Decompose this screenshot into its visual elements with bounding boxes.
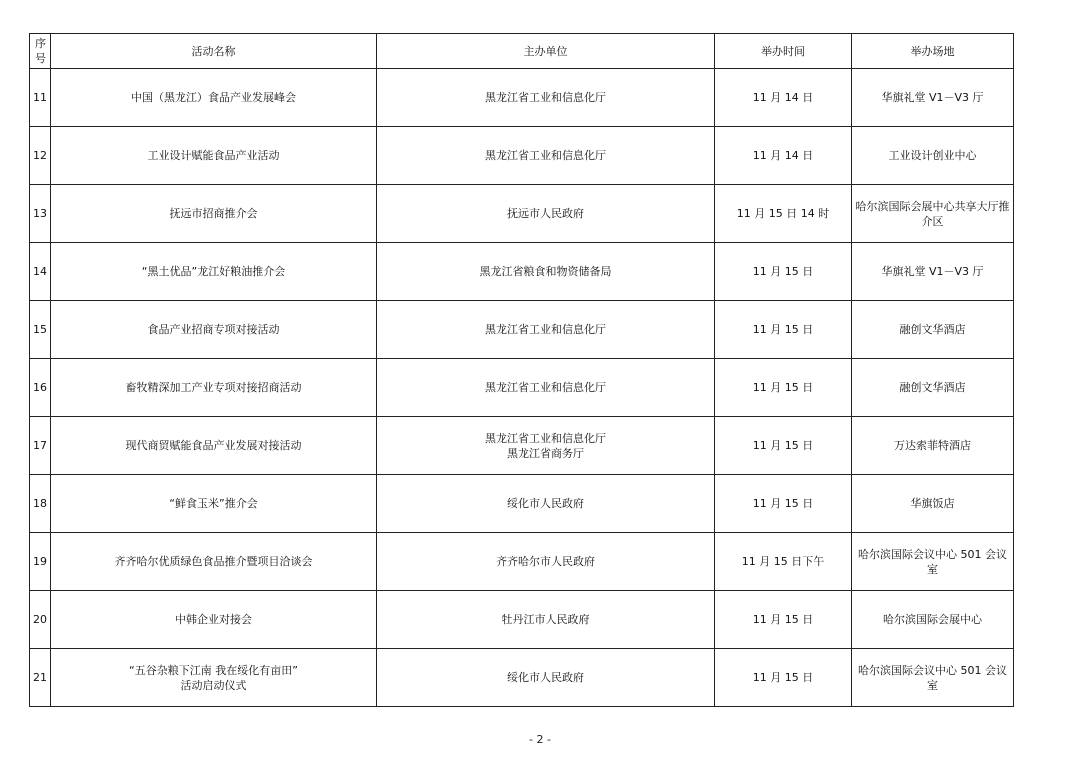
cell-text-line: 融创文华酒店 — [899, 323, 966, 336]
table-row — [30, 649, 1014, 707]
cell-time: 11 月 15 日 — [715, 475, 852, 533]
cell-venue — [852, 475, 1014, 533]
cell-seq: 21 — [30, 649, 51, 707]
table-row — [30, 475, 1014, 533]
table-row — [30, 243, 1014, 301]
cell-seq: 18 — [30, 475, 51, 533]
cell-activity-name — [51, 591, 377, 649]
cell-text-line: 华旗礼堂 V1－V3 厅 — [881, 91, 984, 104]
table-header-row — [30, 34, 1014, 69]
table-row — [30, 185, 1014, 243]
cell-organizer — [377, 649, 715, 707]
cell-organizer — [377, 243, 715, 301]
cell-activity-name — [51, 359, 377, 417]
table-row — [30, 127, 1014, 185]
cell-text-line: 中韩企业对接会 — [175, 613, 252, 626]
cell-text-line: 中国（黑龙江）食品产业发展峰会 — [131, 91, 296, 104]
cell-activity-name — [51, 243, 377, 301]
page-number: - 2 - — [529, 733, 551, 746]
cell-text-line: “五谷杂粮下江南 我在绥化有亩田” — [129, 663, 298, 677]
cell-organizer — [377, 301, 715, 359]
cell-text-line: 哈尔滨国际会展中心 — [883, 613, 982, 626]
cell-text-line: 抚远市人民政府 — [507, 207, 584, 220]
header-time: 举办时间 — [715, 34, 852, 69]
table-row — [30, 533, 1014, 591]
cell-text-line: 哈尔滨国际会议中心 501 会议室 — [858, 547, 1007, 576]
cell-venue — [852, 649, 1014, 707]
table-row — [30, 591, 1014, 649]
table-row — [30, 69, 1014, 127]
cell-text-line: 万达索菲特酒店 — [894, 439, 971, 452]
cell-seq: 14 — [30, 243, 51, 301]
cell-text-line: 工业设计赋能食品产业活动 — [147, 149, 280, 162]
cell-seq: 20 — [30, 591, 51, 649]
cell-text-line: “黑土优品”龙江好粮油推介会 — [141, 265, 286, 278]
cell-time: 11 月 15 日 14 时 — [715, 185, 852, 243]
cell-organizer — [377, 127, 715, 185]
cell-venue — [852, 301, 1014, 359]
cell-text-line: 工业设计创业中心 — [888, 149, 977, 162]
cell-text-line: 黑龙江省工业和信息化厅 — [485, 323, 606, 336]
cell-text-line: 黑龙江省商务厅 — [507, 446, 584, 460]
cell-organizer — [377, 417, 715, 475]
cell-venue — [852, 127, 1014, 185]
cell-text-line: 融创文华酒店 — [899, 381, 966, 394]
cell-text-line: 黑龙江省工业和信息化厅 — [485, 149, 606, 162]
cell-organizer — [377, 359, 715, 417]
cell-text-line: 哈尔滨国际会议中心 501 会议室 — [858, 663, 1007, 692]
header-seq-char-1: 序 — [35, 37, 46, 50]
table-body — [30, 69, 1014, 707]
cell-seq: 16 — [30, 359, 51, 417]
cell-venue — [852, 243, 1014, 301]
cell-text-line: 抚远市招商推介会 — [169, 207, 258, 220]
table-row — [30, 359, 1014, 417]
cell-text-line: 绥化市人民政府 — [507, 497, 584, 510]
cell-organizer — [377, 475, 715, 533]
cell-text-line: 黑龙江省粮食和物资储备局 — [479, 265, 612, 278]
header-venue: 举办场地 — [852, 34, 1014, 69]
cell-text-line: 黑龙江省工业和信息化厅 — [485, 381, 606, 394]
cell-time: 11 月 15 日 — [715, 649, 852, 707]
cell-time: 11 月 14 日 — [715, 69, 852, 127]
cell-activity-name — [51, 533, 377, 591]
cell-time: 11 月 15 日 — [715, 417, 852, 475]
cell-text-line: 哈尔滨国际会展中心共享大厅推 — [855, 199, 1010, 213]
cell-organizer — [377, 69, 715, 127]
cell-text-line: 食品产业招商专项对接活动 — [147, 323, 280, 336]
cell-venue — [852, 185, 1014, 243]
cell-venue — [852, 359, 1014, 417]
cell-organizer — [377, 185, 715, 243]
cell-venue — [852, 417, 1014, 475]
cell-seq: 15 — [30, 301, 51, 359]
cell-seq: 11 — [30, 69, 51, 127]
header-seq-char-2: 号 — [35, 52, 46, 65]
cell-text-line: 绥化市人民政府 — [507, 671, 584, 684]
cell-seq: 19 — [30, 533, 51, 591]
cell-text-line: “鲜食玉米”推介会 — [169, 497, 258, 510]
cell-venue — [852, 591, 1014, 649]
cell-activity-name — [51, 417, 377, 475]
cell-text-line: 齐齐哈尔市人民政府 — [496, 555, 595, 568]
cell-activity-name — [51, 69, 377, 127]
cell-text-line: 介区 — [921, 214, 944, 228]
cell-time: 11 月 15 日 — [715, 243, 852, 301]
activity-schedule-table — [29, 33, 1014, 707]
cell-venue — [852, 533, 1014, 591]
header-seq — [30, 34, 51, 69]
cell-text-line: 现代商贸赋能食品产业发展对接活动 — [125, 439, 302, 452]
header-activity-name: 活动名称 — [51, 34, 377, 69]
cell-text-line: 活动启动仪式 — [180, 678, 247, 692]
cell-activity-name — [51, 185, 377, 243]
cell-time: 11 月 15 日下午 — [715, 533, 852, 591]
cell-time: 11 月 15 日 — [715, 591, 852, 649]
table-row — [30, 417, 1014, 475]
cell-organizer — [377, 533, 715, 591]
cell-venue — [852, 69, 1014, 127]
cell-activity-name — [51, 475, 377, 533]
cell-organizer — [377, 591, 715, 649]
cell-seq: 13 — [30, 185, 51, 243]
cell-seq: 12 — [30, 127, 51, 185]
cell-text-line: 华旗礼堂 V1－V3 厅 — [881, 265, 984, 278]
header-organizer: 主办单位 — [377, 34, 715, 69]
cell-text-line: 牡丹江市人民政府 — [501, 613, 590, 626]
cell-time: 11 月 15 日 — [715, 301, 852, 359]
cell-seq: 17 — [30, 417, 51, 475]
cell-text-line: 畜牧精深加工产业专项对接招商活动 — [125, 381, 302, 394]
cell-time: 11 月 14 日 — [715, 127, 852, 185]
cell-text-line: 黑龙江省工业和信息化厅 — [485, 431, 606, 445]
cell-time: 11 月 15 日 — [715, 359, 852, 417]
cell-text-line: 齐齐哈尔优质绿色食品推介暨项目洽谈会 — [114, 555, 313, 568]
cell-activity-name — [51, 301, 377, 359]
cell-text-line: 华旗饭店 — [910, 497, 955, 510]
cell-text-line: 黑龙江省工业和信息化厅 — [485, 91, 606, 104]
table-row — [30, 301, 1014, 359]
cell-activity-name — [51, 649, 377, 707]
cell-activity-name — [51, 127, 377, 185]
